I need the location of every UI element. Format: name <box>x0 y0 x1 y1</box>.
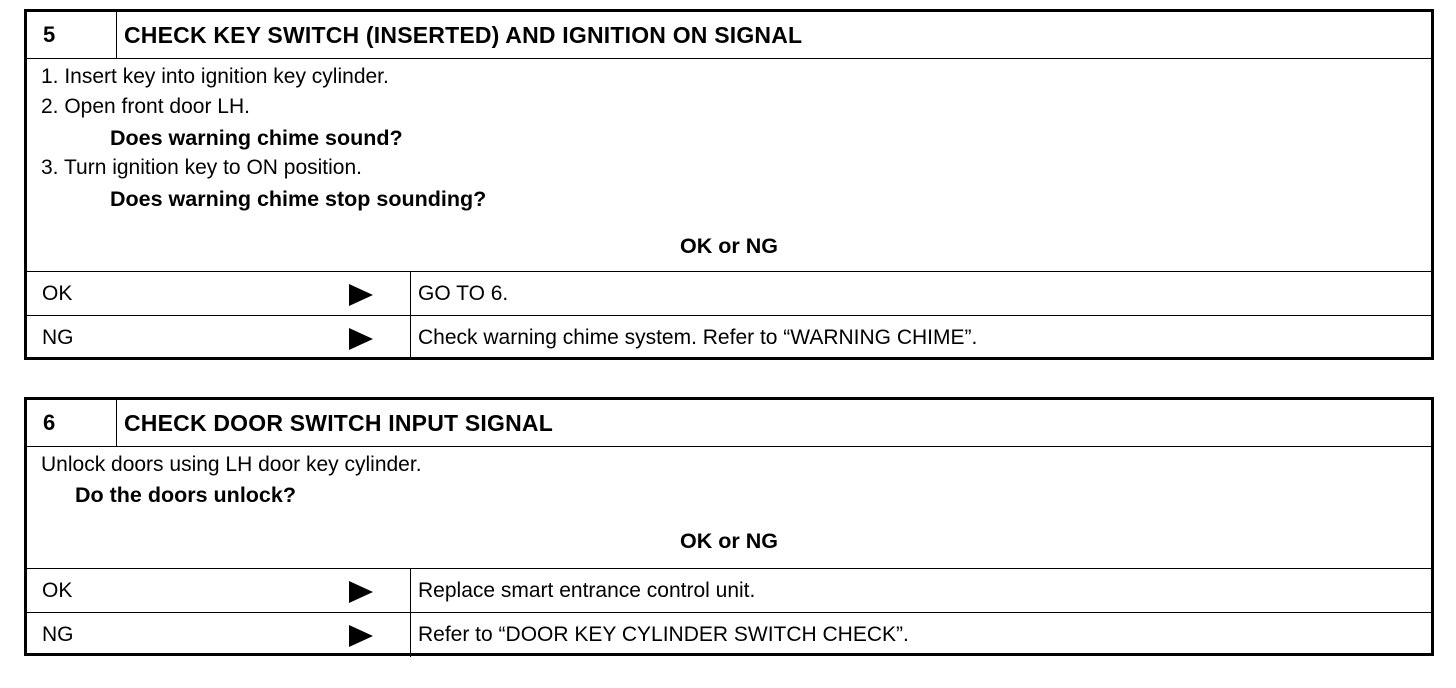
result-label-cell <box>27 613 411 657</box>
instruction-question: Does warning chime stop sounding? <box>110 187 487 211</box>
step-number: 6 <box>27 400 117 446</box>
result-row-ng <box>27 316 1431 360</box>
step-title: CHECK KEY SWITCH (INSERTED) AND IGNITION ON SIGNAL <box>124 21 803 48</box>
ok-or-ng-label: OK or NG <box>680 529 778 553</box>
step-instructions <box>27 447 1431 569</box>
instruction-question: Do the doors unlock? <box>75 483 296 507</box>
instruction-question: Does warning chime sound? <box>110 126 403 150</box>
result-action: Refer to “DOOR KEY CYLINDER SWITCH CHECK”. <box>418 623 909 646</box>
result-label: NG <box>42 623 74 646</box>
result-row-ok <box>27 569 1431 613</box>
step-5-box <box>24 9 1434 360</box>
instruction-line: 1. Insert key into ignition key cylinder. <box>41 65 389 88</box>
result-action: Replace smart entrance control unit. <box>418 578 756 602</box>
step-header <box>27 400 1431 447</box>
instruction-line: 3. Turn ignition key to ON position. <box>41 156 362 179</box>
result-row-ng <box>27 613 1431 657</box>
instruction-line: Unlock doors using LH door key cylinder. <box>41 453 422 476</box>
result-label-cell <box>27 569 411 612</box>
result-label: NG <box>42 326 74 349</box>
result-label-cell <box>27 316 411 360</box>
step-title: CHECK DOOR SWITCH INPUT SIGNAL <box>124 409 553 436</box>
result-label-cell <box>27 272 411 315</box>
result-action: Check warning chime system. Refer to “WARNING CHIME”. <box>418 326 978 349</box>
instruction-line: 2. Open front door LH. <box>41 95 250 118</box>
right-arrow-icon <box>349 284 373 306</box>
result-action: GO TO 6. <box>418 281 509 305</box>
right-arrow-icon <box>349 581 373 603</box>
ok-or-ng-label: OK or NG <box>680 234 778 258</box>
result-label: OK <box>42 578 73 602</box>
right-arrow-icon <box>349 328 373 350</box>
step-instructions <box>27 59 1431 272</box>
step-6-box <box>24 397 1434 656</box>
result-row-ok <box>27 272 1431 316</box>
step-number: 5 <box>27 12 117 58</box>
step-header <box>27 12 1431 59</box>
right-arrow-icon <box>349 625 373 647</box>
result-label: OK <box>42 281 73 305</box>
